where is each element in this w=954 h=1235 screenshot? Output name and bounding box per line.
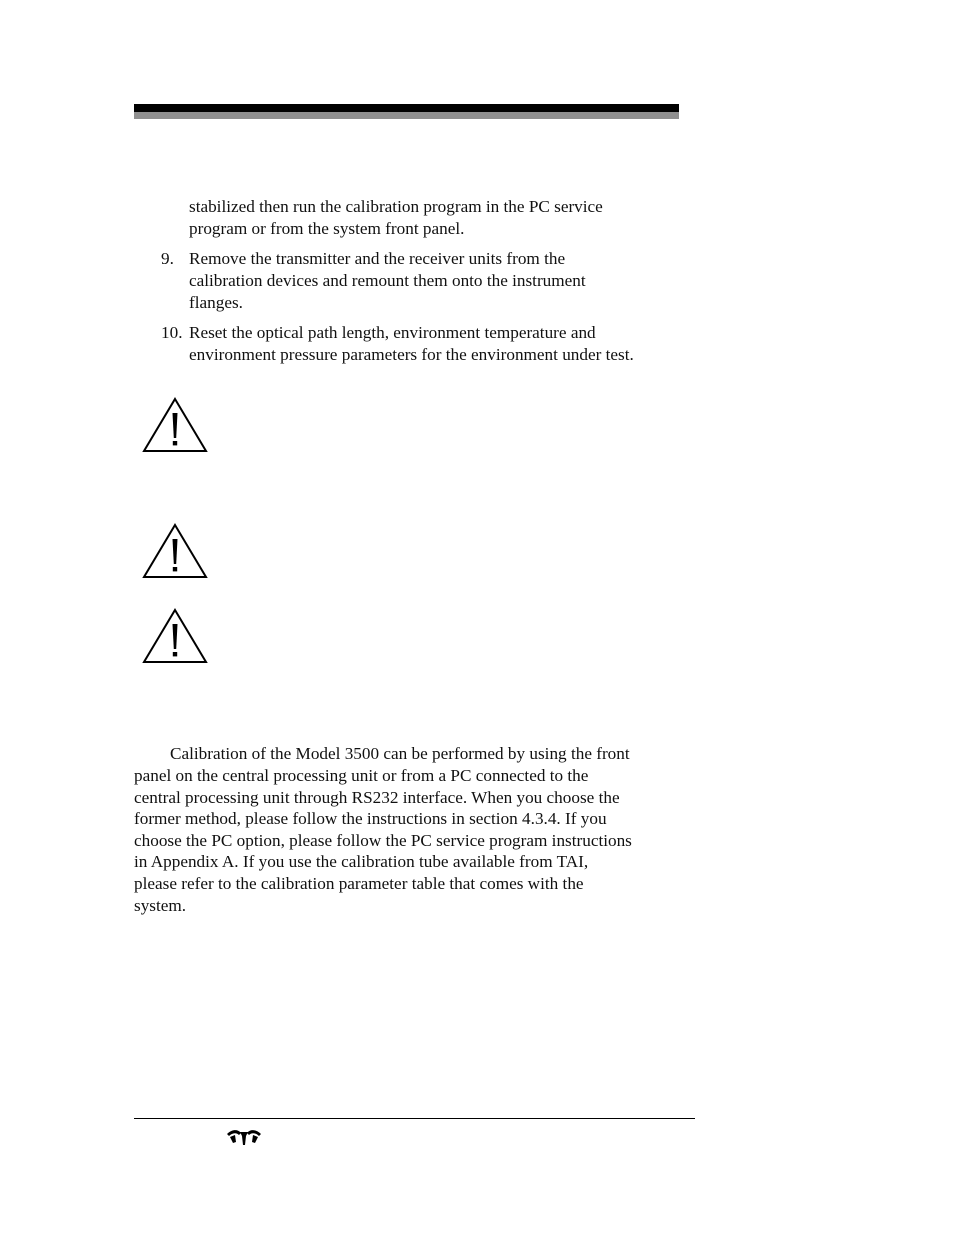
- paragraph-line-8: system.: [134, 896, 187, 915]
- paragraph-line-7: please refer to the calibration parameter table that comes with the: [134, 874, 584, 893]
- list-item-9-line-3: flanges.: [189, 293, 243, 312]
- list-item-9-line-1: Remove the transmitter and the receiver units from the: [189, 249, 566, 268]
- list-item-10-line-2: environment pressure parameters for the environment under test.: [189, 345, 634, 364]
- warning-triangle-icon: [142, 522, 208, 578]
- paragraph-line-1: Calibration of the Model 3500 can be performed by using the front: [170, 744, 630, 763]
- warning-triangle-icon: [142, 396, 208, 452]
- warning-triangle-icon: [142, 607, 208, 663]
- header-rule-grey: [134, 112, 679, 119]
- continuation-line-2: program or from the system front panel.: [189, 219, 465, 238]
- header-rule-black: [134, 104, 679, 112]
- list-item-10-line-1: Reset the optical path length, environment temperature and: [189, 323, 596, 342]
- list-item-9-number: 9.: [161, 249, 174, 268]
- continuation-line-1: stabilized then run the calibration program in the PC service: [189, 197, 603, 216]
- footer-rule: [134, 1118, 695, 1119]
- paragraph-line-2: panel on the central processing unit or from a PC connected to the: [134, 766, 589, 785]
- paragraph-line-4: former method, please follow the instructions in section 4.3.4. If you: [134, 809, 607, 828]
- list-item-9-line-2: calibration devices and remount them onto the instrument: [189, 271, 586, 290]
- paragraph-line-3: central processing unit through RS232 interface. When you choose the: [134, 788, 620, 807]
- paragraph-line-5: choose the PC option, please follow the PC service program instructions: [134, 831, 632, 850]
- teledyne-logo-icon: [226, 1128, 262, 1146]
- list-item-10-number: 10.: [161, 323, 183, 342]
- paragraph-line-6: in Appendix A. If you use the calibration tube available from TAI,: [134, 852, 589, 871]
